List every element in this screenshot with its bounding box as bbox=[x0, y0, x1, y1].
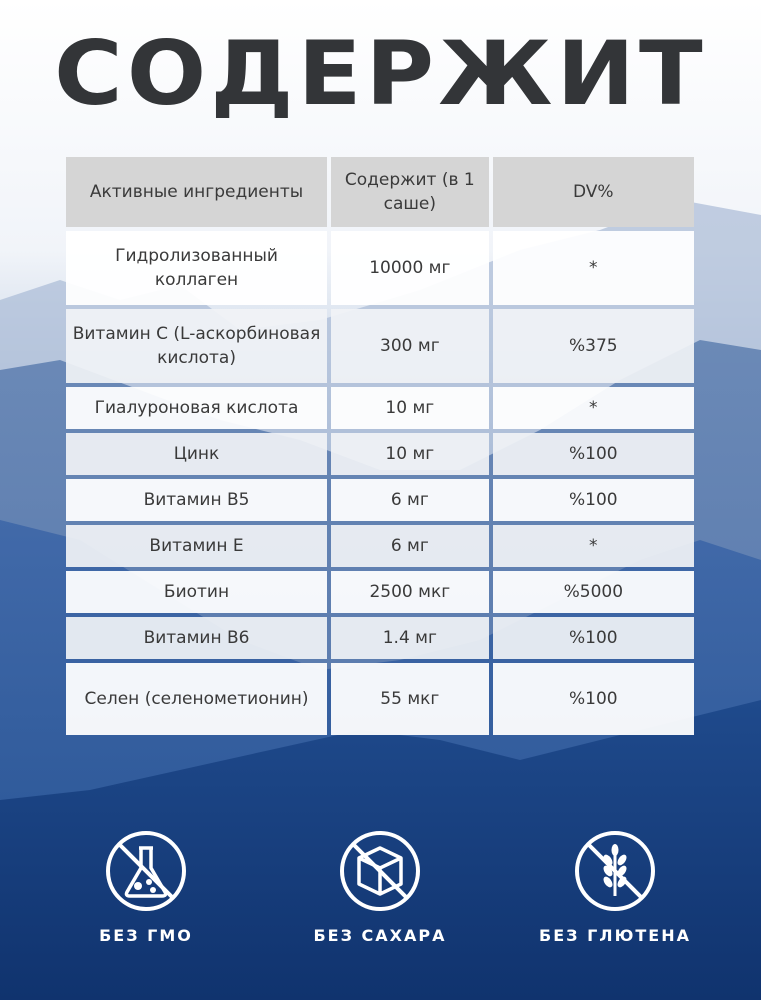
badge-label: БЕЗ САХАРА bbox=[313, 926, 447, 945]
ingredient-amount: 55 мкг bbox=[331, 663, 489, 735]
badge-label: БЕЗ ГЛЮТЕНА bbox=[539, 926, 691, 945]
ingredient-dv: %375 bbox=[493, 309, 694, 383]
ingredient-dv: * bbox=[493, 525, 694, 567]
page-title: СОДЕРЖИТ bbox=[54, 22, 707, 125]
ingredient-name: Витамин С (L-аскорбиновая кислота) bbox=[66, 309, 327, 383]
header-amount: Содержит (в 1 саше) bbox=[331, 157, 489, 227]
ingredient-dv: * bbox=[493, 387, 694, 429]
table-row bbox=[66, 309, 694, 383]
table-row bbox=[66, 617, 694, 659]
flask-crossed-icon bbox=[103, 828, 189, 914]
ingredients-table bbox=[62, 153, 698, 739]
table-header-row bbox=[66, 157, 694, 227]
ingredient-amount: 10 мг bbox=[331, 433, 489, 475]
ingredient-dv: %100 bbox=[493, 617, 694, 659]
table-row bbox=[66, 231, 694, 305]
ingredient-dv: %100 bbox=[493, 433, 694, 475]
ingredient-amount: 300 мг bbox=[331, 309, 489, 383]
ingredient-amount: 2500 мкг bbox=[331, 571, 489, 613]
badge-no-gluten bbox=[525, 828, 705, 945]
table-row bbox=[66, 571, 694, 613]
ingredient-name: Биотин bbox=[66, 571, 327, 613]
ingredient-name: Селен (селенометионин) bbox=[66, 663, 327, 735]
table-row bbox=[66, 663, 694, 735]
ingredient-name: Гидролизованный коллаген bbox=[66, 231, 327, 305]
ingredient-amount: 10 мг bbox=[331, 387, 489, 429]
ingredient-name: Витамин В5 bbox=[66, 479, 327, 521]
ingredient-dv: %5000 bbox=[493, 571, 694, 613]
ingredient-name: Витамин Е bbox=[66, 525, 327, 567]
ingredient-amount: 6 мг bbox=[331, 479, 489, 521]
badge-label: БЕЗ ГМО bbox=[99, 926, 193, 945]
ingredient-amount: 10000 мг bbox=[331, 231, 489, 305]
ingredient-amount: 1.4 мг bbox=[331, 617, 489, 659]
header-dv: DV% bbox=[493, 157, 694, 227]
ingredient-dv: * bbox=[493, 231, 694, 305]
ingredient-dv: %100 bbox=[493, 479, 694, 521]
table-row bbox=[66, 525, 694, 567]
header-ingredients: Активные ингредиенты bbox=[66, 157, 327, 227]
badge-no-sugar bbox=[290, 828, 470, 945]
table-row bbox=[66, 479, 694, 521]
table-row bbox=[66, 433, 694, 475]
ingredient-name: Витамин В6 bbox=[66, 617, 327, 659]
ingredient-amount: 6 мг bbox=[331, 525, 489, 567]
sugar-cube-crossed-icon bbox=[337, 828, 423, 914]
table-row bbox=[66, 387, 694, 429]
ingredient-name: Цинк bbox=[66, 433, 327, 475]
wheat-crossed-icon bbox=[572, 828, 658, 914]
badge-no-gmo bbox=[56, 828, 236, 945]
ingredient-dv: %100 bbox=[493, 663, 694, 735]
ingredient-name: Гиалуроновая кислота bbox=[66, 387, 327, 429]
